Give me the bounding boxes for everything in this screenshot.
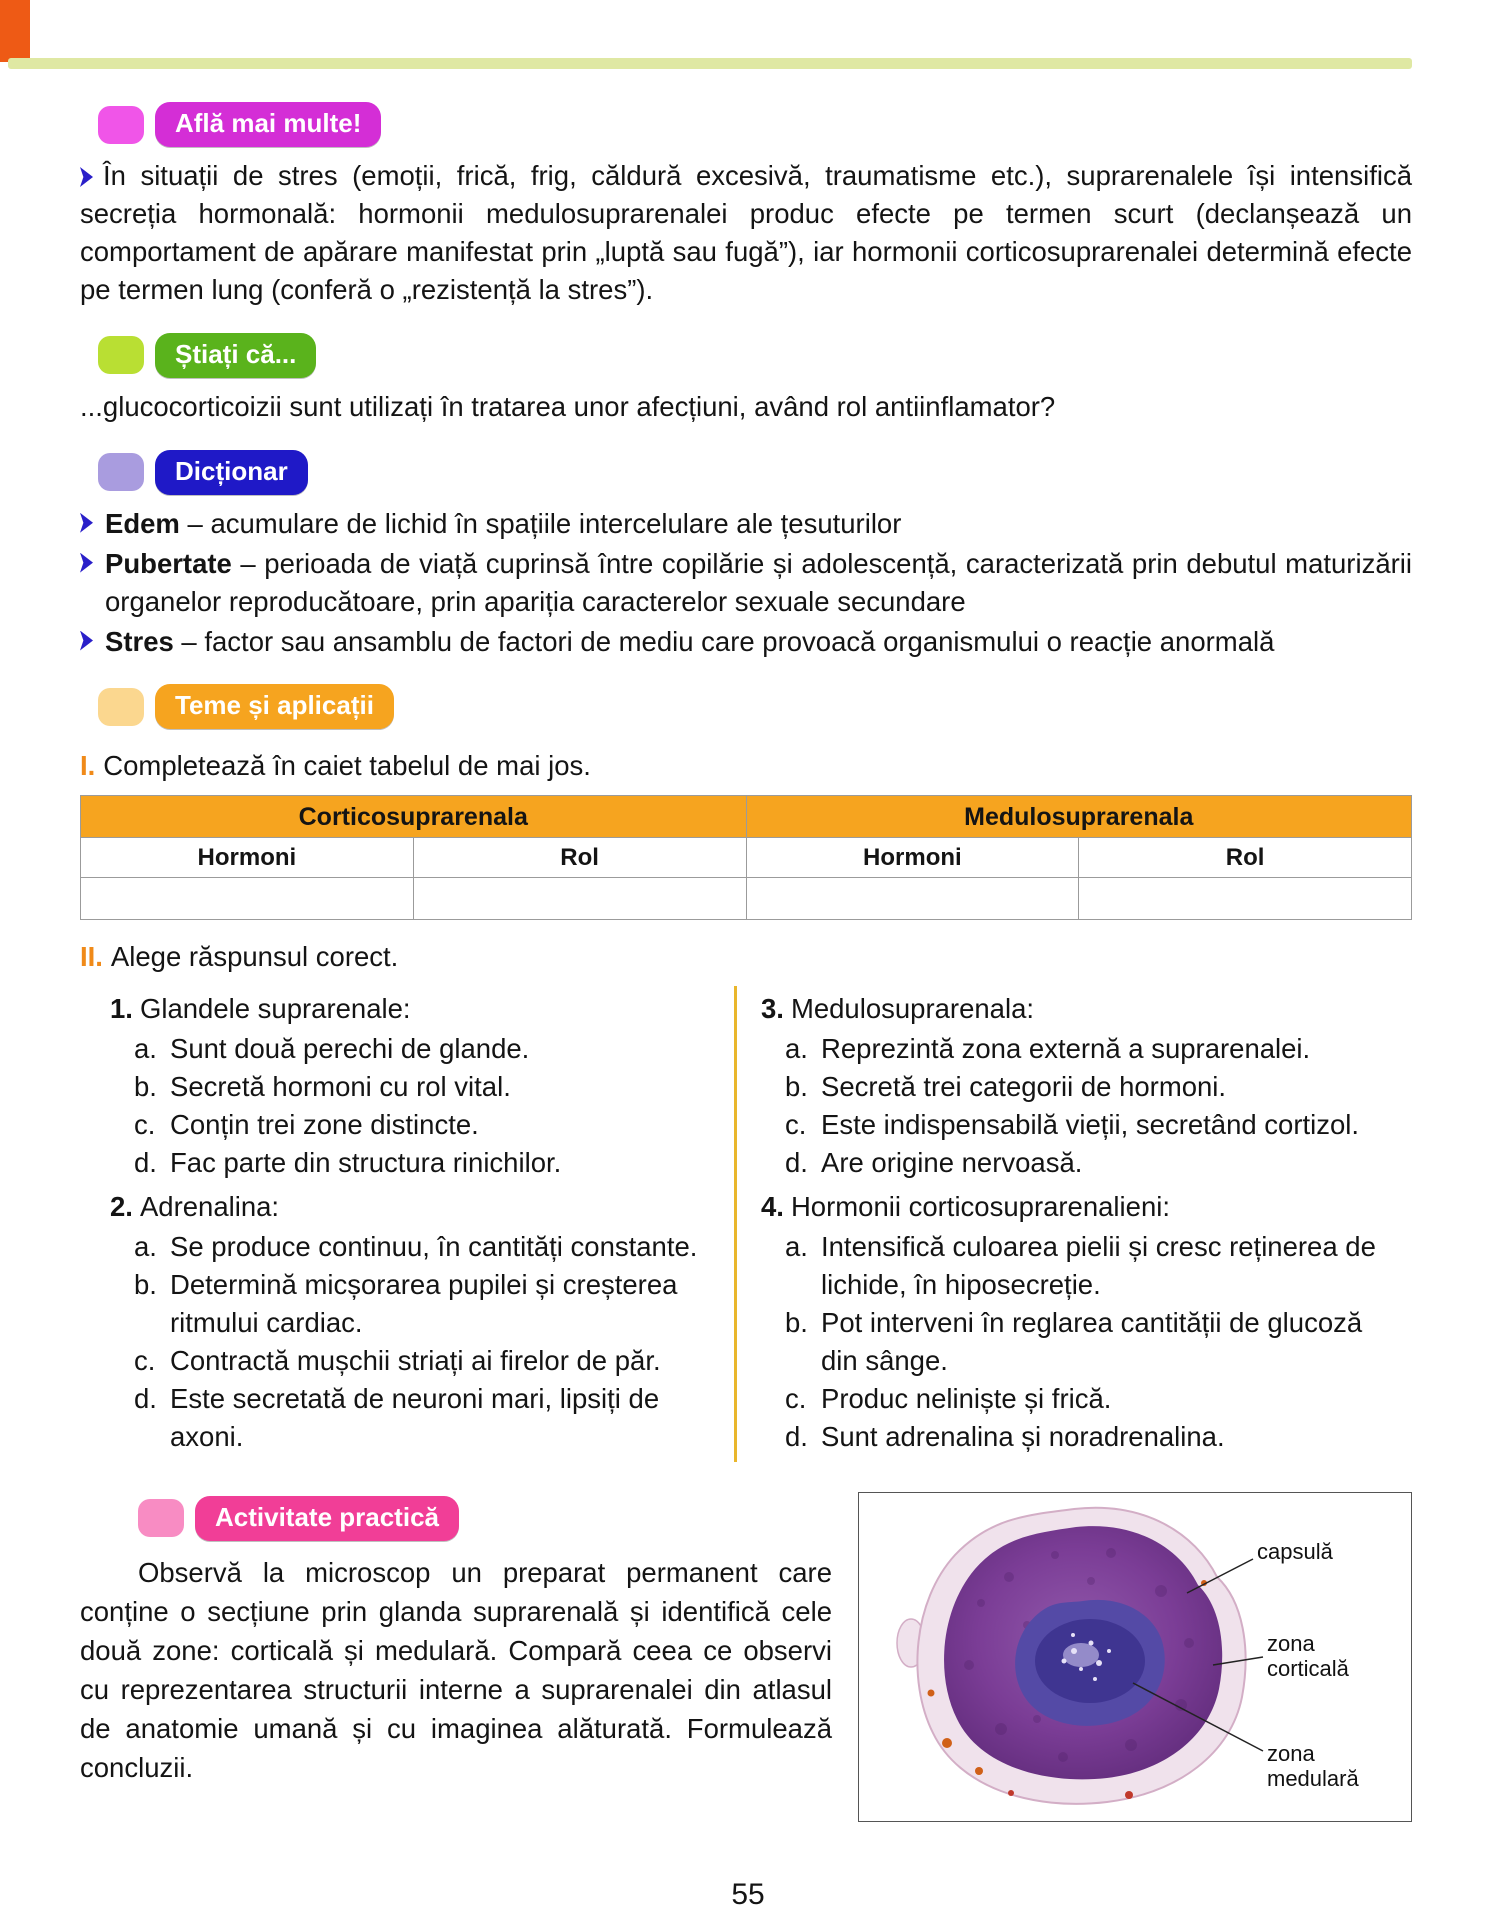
- option-text: Sunt două perechi de glande.: [170, 1033, 530, 1065]
- stiati-ca-icon: [98, 336, 144, 374]
- option-letter: b.: [785, 1071, 808, 1103]
- option-text: Conțin trei zone distincte.: [170, 1109, 479, 1141]
- top-divider: [8, 58, 1412, 69]
- question-stem: [761, 1188, 1391, 1226]
- dictionary-entry: [80, 505, 1412, 543]
- dictionary-definition: – perioada de viață cuprinsă între copilărie și adolescență, caracterizată prin debutul maturizării organelor reproducătoare, prin apariția caracterelor sexuale secundare: [105, 547, 1412, 617]
- task-1-heading: [80, 747, 1412, 785]
- table-empty-row: [81, 878, 1412, 920]
- dictionary-entry: [80, 623, 1412, 661]
- section-dictionar: [98, 450, 1412, 495]
- teme-aplicatii-badge: Teme și aplicații: [155, 684, 394, 729]
- option-text: Contractă mușchii striați ai firelor de păr.: [170, 1344, 661, 1376]
- option-letter: a.: [785, 1231, 808, 1263]
- activity-section: [80, 1492, 1412, 1822]
- activitate-practica-icon: [138, 1499, 184, 1537]
- activity-text: Observă la microscop un preparat permanent care conține o secțiune prin glanda suprarenală și identifică cele două zone: corticală și medulară. Compară ceea ce observi cu reprezentarea structurii interne a suprarenalei din atlasul de anatomie umană și cu imaginea alăturată. Formulează concluzii.: [80, 1556, 832, 1783]
- task-2-heading: [80, 938, 1412, 976]
- table-subheader-hormoni: Hormoni: [81, 838, 414, 878]
- page-number: 55: [731, 1877, 765, 1911]
- question-option: [110, 1266, 720, 1342]
- table-subheader-hormoni: Hormoni: [746, 838, 1079, 878]
- task-2-numeral: II.: [80, 941, 103, 973]
- question-stem-text: Glandele suprarenale:: [139, 993, 411, 1025]
- page-edge-marker: [0, 0, 30, 62]
- section-activitate-practica: [138, 1496, 832, 1541]
- task-1-numeral: I.: [80, 750, 96, 782]
- question-stem: [761, 990, 1391, 1028]
- question-option: [110, 1106, 720, 1144]
- option-text: Este secretată de neuroni mari, lipsiți de axoni.: [170, 1382, 660, 1452]
- option-letter: d.: [134, 1382, 157, 1414]
- question-option: [761, 1380, 1391, 1418]
- activity-text-column: [80, 1492, 832, 1822]
- option-letter: a.: [134, 1033, 157, 1065]
- option-text: Secretă trei categorii de hormoni.: [821, 1071, 1227, 1103]
- table-empty-cell: [746, 878, 1079, 920]
- question-option: [761, 1106, 1391, 1144]
- stress-paragraph-text: În situații de stres (emoții, frică, frig, căldură excesivă, traumatisme etc.), suprarenalele își intensifică secreția hormonală: hormonii medulosuprarenalei produc efecte pe termen scurt (declanșează un comportament de apărare manifestat prin „luptă sau fugă”), iar hormonii corticosuprarenalei determină efecte pe termen lung (conferă o „rezistență la stres”).: [80, 160, 1412, 305]
- figure-label-zona-corticala: zona corticală: [1267, 1630, 1349, 1681]
- question-option: [761, 1304, 1391, 1380]
- dictionar-icon: [98, 453, 144, 491]
- section-teme-aplicatii: [98, 684, 1412, 729]
- option-text: Produc neliniște și frică.: [821, 1382, 1112, 1414]
- dictionary-term: Stres: [105, 625, 174, 657]
- option-text: Este indispensabilă vieții, secretând cortizol.: [821, 1109, 1360, 1141]
- arrow-bullet-icon: [80, 631, 93, 651]
- question-stem: [110, 1188, 720, 1226]
- question-stem-text: Hormonii corticosuprarenalieni:: [790, 1191, 1170, 1223]
- question-stem: [110, 990, 720, 1028]
- question-option: [110, 1030, 720, 1068]
- question-3: [761, 990, 1391, 1182]
- quiz-section: [80, 986, 1412, 1461]
- dictionary-entry: [80, 545, 1412, 621]
- question-option: [110, 1144, 720, 1182]
- dictionary-definition: – factor sau ansamblu de factori de mediu care provoacă organismului o reacție anormală: [173, 625, 1275, 657]
- question-option: [761, 1144, 1391, 1182]
- option-letter: b.: [134, 1268, 157, 1300]
- question-number: 4.: [761, 1191, 784, 1223]
- option-text: Secretă hormoni cu rol vital.: [170, 1071, 511, 1103]
- task-2-text: Alege răspunsul corect.: [110, 941, 399, 973]
- quiz-column-left: [80, 986, 734, 1461]
- question-4: [761, 1188, 1391, 1456]
- option-letter: c.: [134, 1344, 156, 1376]
- quiz-column-right: [737, 986, 1391, 1461]
- dictionary-term: Pubertate: [105, 547, 232, 579]
- option-letter: c.: [785, 1109, 807, 1141]
- figure-label-capsula: capsulă: [1257, 1538, 1333, 1564]
- arrow-bullet-icon: [80, 513, 93, 533]
- table-header-row: [81, 796, 1412, 838]
- option-letter: d.: [785, 1420, 808, 1452]
- question-option: [110, 1068, 720, 1106]
- question-option: [761, 1068, 1391, 1106]
- option-letter: d.: [785, 1147, 808, 1179]
- stiati-ca-text: ...glucocorticoizii sunt utilizați în tratarea unor afecțiuni, având rol antiinflamator?: [80, 390, 1056, 422]
- question-option: [110, 1342, 720, 1380]
- dictionary-term: Edem: [105, 507, 180, 539]
- figure-label-zona-medulara: zona medulară: [1267, 1740, 1359, 1791]
- option-text: Fac parte din structura rinichilor.: [170, 1147, 562, 1179]
- stress-paragraph: [80, 157, 1412, 309]
- dictionar-badge: Dicționar: [155, 450, 308, 495]
- section-stiati-ca: [98, 333, 1412, 378]
- afla-mai-multe-icon: [98, 106, 144, 144]
- question-number: 1.: [110, 993, 133, 1025]
- option-text: Intensifică culoarea pielii și cresc reținerea de lichide, în hiposecreție.: [821, 1231, 1376, 1300]
- question-number: 3.: [761, 993, 784, 1025]
- option-text: Are origine nervoasă.: [821, 1147, 1083, 1179]
- option-text: Pot interveni în reglarea cantității de glucoză din sânge.: [821, 1306, 1363, 1376]
- table-subheader-rol: Rol: [1079, 838, 1412, 878]
- question-option: [761, 1418, 1391, 1456]
- table-empty-cell: [1079, 878, 1412, 920]
- table-empty-cell: [81, 878, 414, 920]
- option-text: Se produce continuu, în cantități constante.: [170, 1231, 698, 1263]
- option-letter: c.: [785, 1382, 807, 1414]
- question-2: [110, 1188, 720, 1456]
- table-subheader-rol: Rol: [413, 838, 746, 878]
- medulla-highlight: [1063, 1643, 1099, 1667]
- option-text: Reprezintă zona externă a suprarenalei.: [821, 1033, 1311, 1065]
- histology-figure: [858, 1492, 1412, 1822]
- option-letter: a.: [134, 1231, 157, 1263]
- option-letter: a.: [785, 1033, 808, 1065]
- table-header-corticosuprarenala: Corticosuprarenala: [81, 796, 747, 838]
- question-option: [110, 1380, 720, 1456]
- teme-aplicatii-icon: [98, 688, 144, 726]
- question-stem-text: Adrenalina:: [139, 1191, 280, 1223]
- table-subheader-row: [81, 838, 1412, 878]
- table-header-medulosuprarenala: Medulosuprarenala: [746, 796, 1412, 838]
- option-letter: b.: [134, 1071, 157, 1103]
- option-text: Sunt adrenalina și noradrenalina.: [821, 1420, 1225, 1452]
- afla-mai-multe-badge: Află mai multe!: [155, 102, 381, 147]
- arrow-bullet-icon: [80, 167, 93, 187]
- dictionary-definition: – acumulare de lichid în spațiile intercelulare ale țesuturilor: [179, 507, 902, 539]
- arrow-bullet-icon: [80, 553, 93, 573]
- question-stem-text: Medulosuprarenala:: [790, 993, 1035, 1025]
- question-option: [761, 1228, 1391, 1304]
- option-text: Determină micșorarea pupilei și creșterea ritmului cardiac.: [170, 1268, 678, 1338]
- question-option: [110, 1228, 720, 1266]
- question-option: [761, 1030, 1391, 1068]
- option-letter: b.: [785, 1306, 808, 1338]
- question-1: [110, 990, 720, 1182]
- stiati-ca-badge: Știați că...: [155, 333, 316, 378]
- option-letter: d.: [134, 1147, 157, 1179]
- activitate-practica-badge: Activitate practică: [195, 1496, 459, 1541]
- option-letter: c.: [134, 1109, 156, 1141]
- completion-table: [80, 795, 1412, 920]
- section-afla-mai-multe: [98, 102, 1412, 147]
- task-1-text: Completează în caiet tabelul de mai jos.: [103, 750, 591, 782]
- table-empty-cell: [413, 878, 746, 920]
- question-number: 2.: [110, 1191, 133, 1223]
